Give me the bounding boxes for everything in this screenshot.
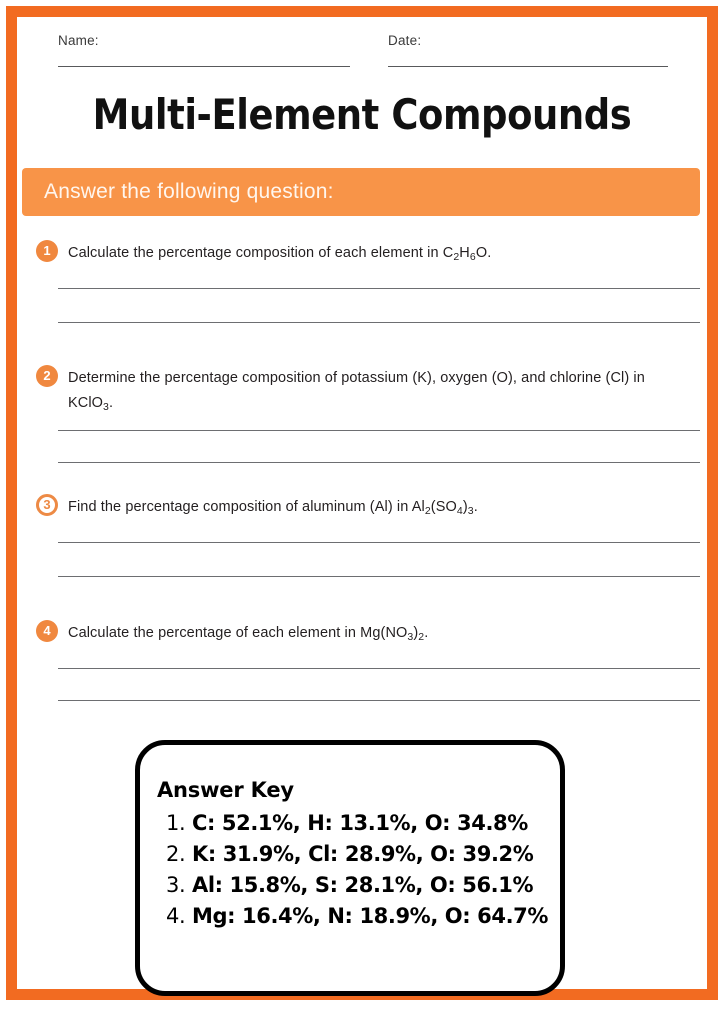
answer-key-item-number: 4. xyxy=(166,904,186,928)
question-number-badge: 2 xyxy=(36,365,58,387)
question-text: Calculate the percentage composition of each element in $C_2H_6O$. xyxy=(68,245,492,263)
answer-key-item xyxy=(166,839,556,870)
instruction-banner xyxy=(22,168,700,216)
answer-key-item-value: C: 52.1%, H: 13.1%, O: 34.8% xyxy=(192,811,528,835)
name-input-rule[interactable] xyxy=(58,66,350,67)
answer-key-title: Answer Key xyxy=(157,778,294,802)
answer-key-item xyxy=(166,870,556,901)
name-field[interactable] xyxy=(58,33,350,67)
answer-key-item-number: 3. xyxy=(166,873,186,897)
date-label: Date: xyxy=(388,33,422,48)
answer-key-item-number: 2. xyxy=(166,842,186,866)
answer-key-item-value: K: 31.9%, Cl: 28.9%, O: 39.2% xyxy=(192,842,534,866)
answer-line-q3-2[interactable] xyxy=(58,576,700,577)
question-text: Find the percentage composition of aluminum (Al) in $Al_2(SO_4)_3$. xyxy=(68,499,478,517)
answer-key-box xyxy=(135,740,565,996)
answer-key-list xyxy=(166,808,556,932)
answer-line-q3-1[interactable] xyxy=(58,542,700,543)
date-input-rule[interactable] xyxy=(388,66,668,67)
answer-key-item-value: Mg: 16.4%, N: 18.9%, O: 64.7% xyxy=(192,904,549,928)
answer-line-q2-2[interactable] xyxy=(58,462,700,463)
answer-line-q4-2[interactable] xyxy=(58,700,700,701)
question-text: Calculate the percentage of each element in $Mg(NO_3)_2$. xyxy=(68,625,429,643)
answer-line-q1-2[interactable] xyxy=(58,322,700,323)
answer-line-q2-1[interactable] xyxy=(58,430,700,431)
name-label: Name: xyxy=(58,33,99,48)
answer-key-item xyxy=(166,901,556,932)
answer-line-q4-1[interactable] xyxy=(58,668,700,669)
question-number-badge: 4 xyxy=(36,620,58,642)
name-date-row xyxy=(58,33,668,69)
answer-key-item-value: Al: 15.8%, S: 28.1%, O: 56.1% xyxy=(192,873,534,897)
question-text: Determine the percentage composition of potassium (K), oxygen (O), and chlorine (Cl) in KClO$_3$. xyxy=(68,370,645,413)
question-number-badge: 3 xyxy=(36,494,58,516)
page-title: Multi-Element Compounds xyxy=(92,90,632,139)
answer-line-q1-1[interactable] xyxy=(58,288,700,289)
answer-key-item-number: 1. xyxy=(166,811,186,835)
question-number-badge: 1 xyxy=(36,240,58,262)
answer-key-item xyxy=(166,808,556,839)
instruction-banner-text: Answer the following question: xyxy=(44,180,334,203)
date-field[interactable] xyxy=(388,33,668,67)
